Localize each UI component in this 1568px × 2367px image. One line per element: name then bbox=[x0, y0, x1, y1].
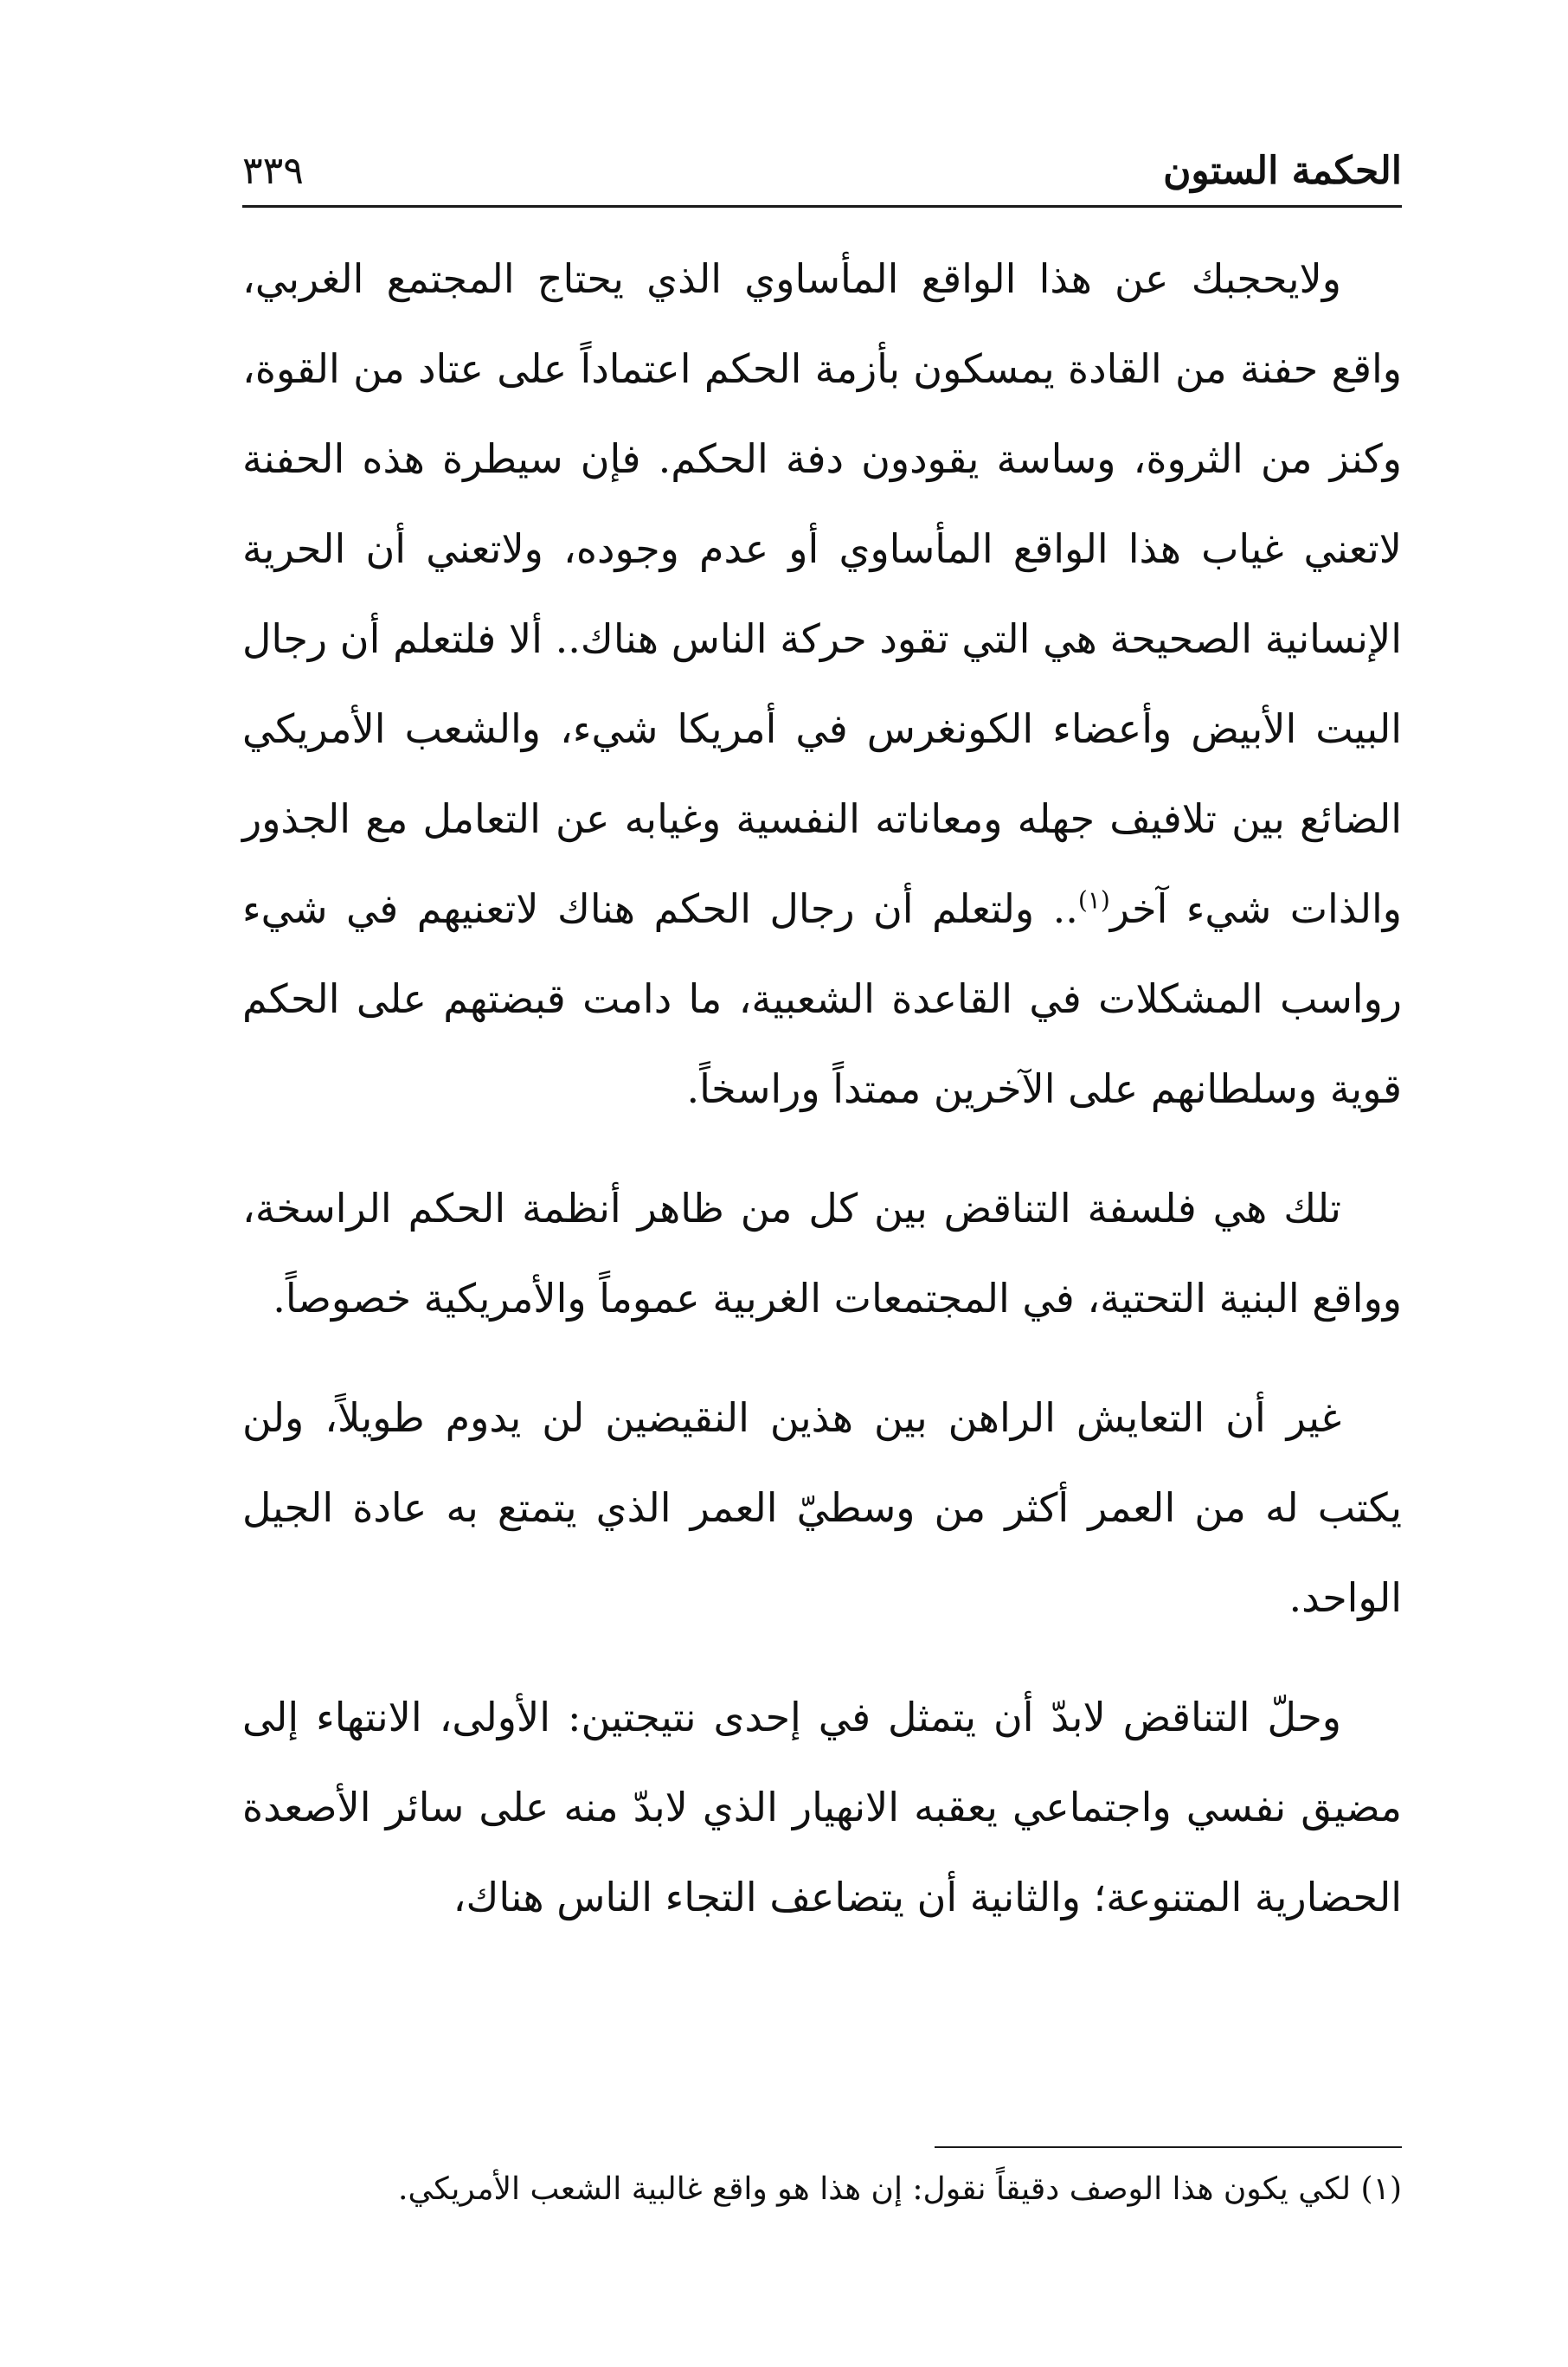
page-number: ٣٣٩ bbox=[242, 149, 304, 193]
paragraph-1-continuation: .. ولتعلم أن رجال الحكم هناك لاتعنيهم في شيء رواسب المشكلات في القاعدة الشعبية، ما دامت قبضتهم على الحكم قوية وسلطانهم على الآخرين ممتداً وراسخاً. bbox=[242, 885, 1402, 1112]
footnote-reference[interactable]: (١) bbox=[1077, 885, 1110, 915]
footnote: (١) لكي يكون هذا الوصف دقيقاً نقول: إن هذا هو واقع غالبية الشعب الأمريكي. bbox=[398, 2171, 1402, 2207]
paragraph-1 bbox=[242, 234, 1402, 1134]
running-header bbox=[242, 130, 1402, 208]
paragraph-3: غير أن التعايش الراهن بين هذين النقيضين لن يدوم طويلاً، ولن يكتب له من العمر أكثر من وسطيّ العمر الذي يتمتع به عادة الجيل الواحد. bbox=[242, 1394, 1402, 1621]
paragraph-4: وحلّ التناقض لابدّ أن يتمثل في إحدى نتيجتين: الأولى، الانتهاء إلى مضيق نفسي واجتماعي يعقبه الانهيار الذي لابدّ منه على سائر الأصعدة الحضارية المتنوعة؛ والثانية أن يتضاعف التجاء الناس هناك، bbox=[242, 1694, 1402, 1920]
book-page bbox=[242, 130, 1402, 2250]
book-title: الحكمة الستون bbox=[1163, 149, 1402, 193]
body-text bbox=[242, 234, 1402, 1971]
paragraph-1-text: ولايحجبك عن هذا الواقع المأساوي الذي يحتاج المجتمع الغربي، واقع حفنة من القادة يمسكون بأزمة الحكم اعتماداً على عتاد من القوة، وكنز من الثروة، وساسة يقودون دفة الحكم. فإن سيطرة هذه الحفنة لاتعني غياب هذا الواقع المأساوي أو عدم وجوده، ولاتعني أن الحرية الإنسانية الصحيحة هي التي تقود حركة الناس هناك.. ألا فلتعلم أن رجال البيت الأبيض وأعضاء الكونغرس في أمريكا شيء، والشعب الأمريكي الضائع بين تلافيف جهله ومعاناته النفسية وغيابه عن التعامل مع الجذور والذات شيء آخر bbox=[242, 255, 1402, 932]
footnote-divider bbox=[935, 2146, 1402, 2148]
paragraph-2: تلك هي فلسفة التناقض بين كل من ظاهر أنظمة الحكم الراسخة، وواقع البنية التحتية، في المجتمعات الغربية عموماً والأمريكية خصوصاً. bbox=[242, 1185, 1402, 1322]
